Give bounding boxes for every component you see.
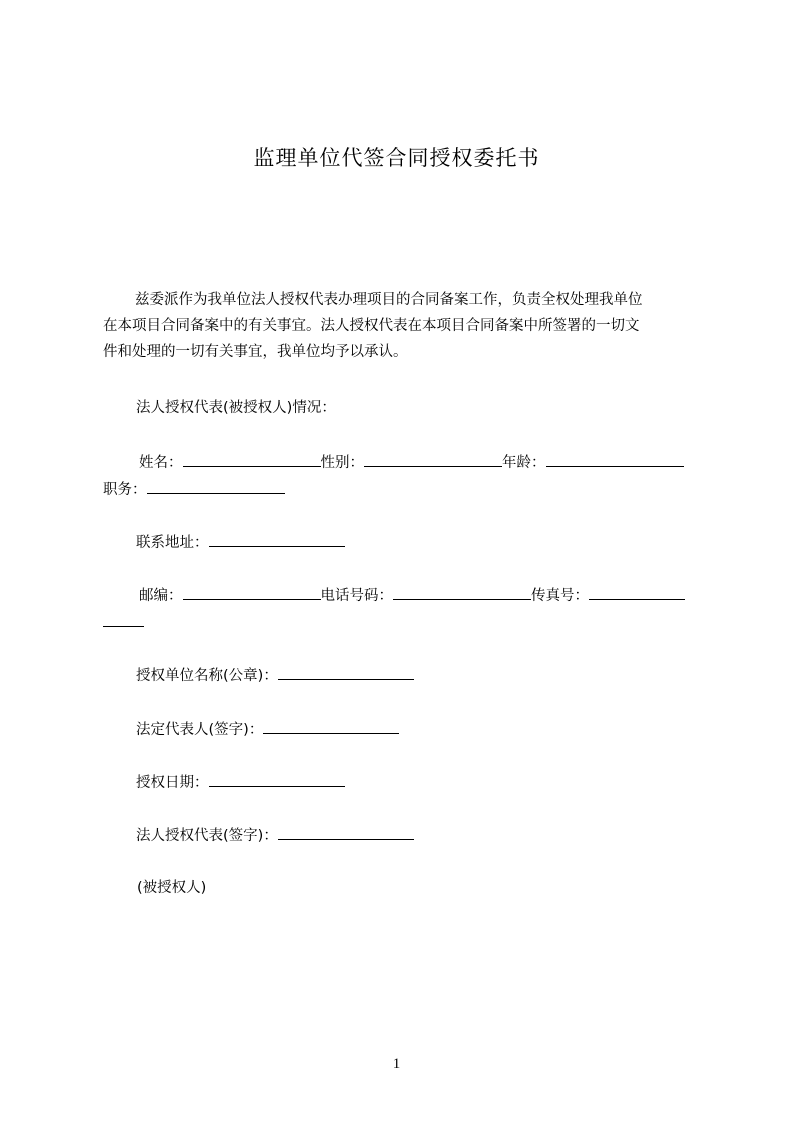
date-row (136, 772, 345, 793)
paragraph-line: 件和处理的一切有关事宜，我单位均予以承认。 (103, 344, 408, 360)
authorized-rep-label: 法人授权代表(签字)： (136, 828, 278, 844)
address-label: 联系地址： (136, 535, 209, 551)
age-label: 年龄： (502, 455, 546, 471)
gender-label: 性别： (320, 455, 364, 471)
authorized-rep-row (136, 825, 414, 846)
paragraph-line: 在本项目合同备案中的有关事宜。法人授权代表在本项目合同备案中所签署的一切文 (103, 318, 640, 334)
phone-blank[interactable] (393, 585, 531, 600)
phone-label: 电话号码： (320, 588, 393, 604)
address-row (136, 532, 345, 553)
fax-blank[interactable] (589, 585, 685, 600)
postcode-blank[interactable] (183, 585, 321, 600)
fax-blank-continued[interactable] (103, 612, 144, 627)
intro-paragraph (103, 287, 703, 365)
date-label: 授权日期： (136, 775, 209, 791)
date-blank[interactable] (209, 772, 345, 787)
name-gender-age-row (139, 452, 684, 473)
page-number: 1 (392, 1056, 401, 1072)
authorized-rep-blank[interactable] (278, 825, 414, 840)
document-title: 监理单位代签合同授权委托书 (253, 146, 540, 170)
rep-heading: 法人授权代表(被授权人)情况： (136, 400, 336, 416)
address-blank[interactable] (209, 532, 345, 547)
legal-rep-row (136, 719, 399, 740)
paragraph-line: 兹委派作为我单位法人授权代表办理项目的合同备案工作，负责全权处理我单位 (135, 292, 643, 308)
postcode-label: 邮编： (139, 588, 183, 604)
position-blank[interactable] (147, 479, 285, 494)
unit-name-row (136, 665, 414, 686)
grantee-note: (被授权人) (137, 880, 207, 896)
legal-rep-label: 法定代表人(签字)： (136, 722, 264, 738)
name-blank[interactable] (183, 452, 321, 467)
position-row (103, 479, 285, 500)
position-label: 职务： (103, 482, 147, 498)
name-label: 姓名： (139, 455, 183, 471)
fax-label: 传真号： (531, 588, 589, 604)
postcode-phone-fax-row (139, 585, 685, 606)
legal-rep-blank[interactable] (263, 719, 399, 734)
unit-name-blank[interactable] (278, 665, 414, 680)
unit-name-label: 授权单位名称(公章)： (136, 668, 278, 684)
fax-continuation-row (103, 612, 144, 633)
age-blank[interactable] (546, 452, 684, 467)
gender-blank[interactable] (364, 452, 502, 467)
